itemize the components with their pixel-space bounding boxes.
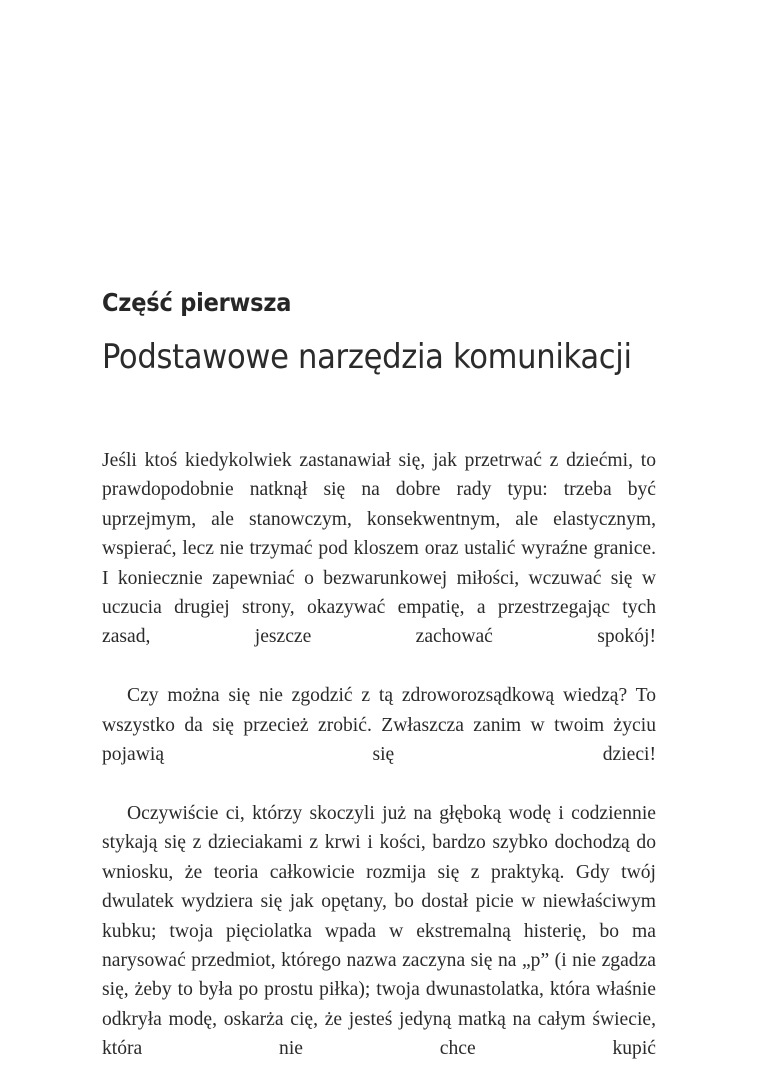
body-copy bbox=[102, 446, 656, 1075]
paragraph: Czy można się nie zgodzić z tą zdroworozsądkową wiedzą? To wszystko da się przecież zrobić. Zwłaszcza zanim w twoim życiu pojawią się dzieci! bbox=[102, 685, 656, 766]
paragraph: Oczywiście ci, którzy skoczyli już na głęboką wodę i codziennie stykają się z dzieciakami z krwi i kości, bardzo szybko dochodzą do wniosku, że teoria całkowicie rozmija się z praktyką. Gdy twój dwulatek wydziera się jak opętany, bo dostał picie w niewłaściwym kubku; twoja pięciolatka wpada w ekstremalną histerię, bo ma narysować przedmiot, którego nazwa zaczyna się na „p” (i nie zgadza się, żeby to była po prostu piłka); twoja dwunastolatka, która właśnie odkryła modę, oskarża cię, że jesteś jedyną matką na całym świecie, która nie chce kupić bbox=[102, 802, 656, 1060]
paragraph: Jeśli ktoś kiedykolwiek zastanawiał się, jak przetrwać z dziećmi, to prawdopodobnie natknął się na dobre rady typu: trzeba być uprzejmym, ale stanowczym, konsekwentnym, ale elastycznym, wspierać, lecz nie trzymać pod kloszem oraz ustalić wyraźne granice. I koniecznie zapewniać o bezwarunkowej miłości, wczuwać się w uczucia drugiej strony, okazywać empatię, a przestrzegając tych zasad, jeszcze zachować spokój! bbox=[102, 450, 656, 648]
chapter-title: Podstawowe narzędzia komunikacji bbox=[102, 337, 632, 377]
part-label: Część pierwsza bbox=[102, 288, 292, 317]
